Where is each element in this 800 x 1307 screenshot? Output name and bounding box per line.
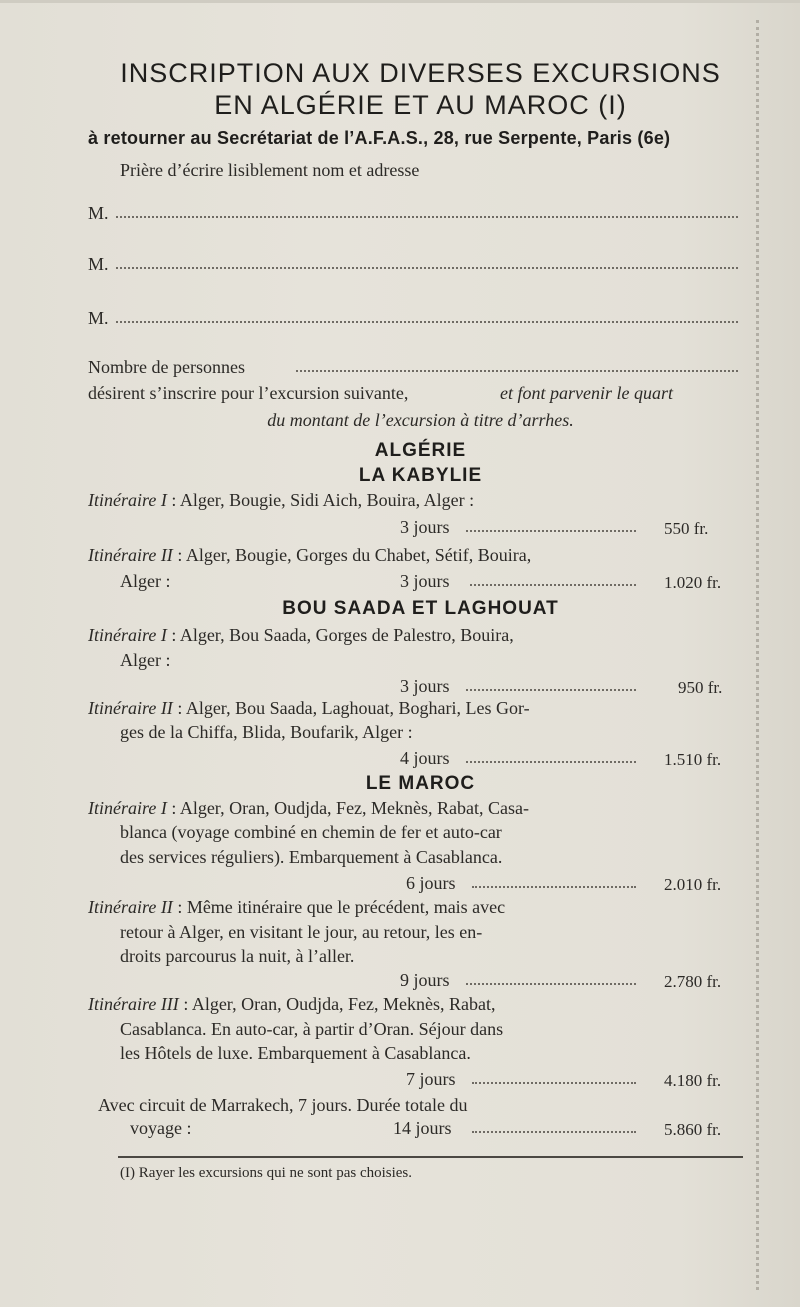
kabylie-it2-route-cont: Alger : bbox=[120, 571, 171, 591]
itinerary-route: : Alger, Oran, Oudjda, Fez, Meknès, Rabat, bbox=[178, 994, 496, 1014]
name-label-3: M. bbox=[88, 308, 109, 328]
heading-maroc: LE MAROC bbox=[365, 773, 476, 794]
heading-algerie: ALGÉRIE bbox=[374, 440, 467, 461]
persons-label: Nombre de personnes bbox=[88, 357, 245, 377]
footnote: (I) Rayer les excursions qui ne sont pas choisies. bbox=[120, 1165, 413, 1181]
title-line-2: EN ALGÉRIE ET AU MAROC (I) bbox=[214, 90, 627, 120]
itinerary-label: Itinéraire I bbox=[88, 625, 167, 645]
perforation-line bbox=[756, 20, 759, 1290]
itinerary-label: Itinéraire II bbox=[88, 545, 173, 565]
bousaada-itinerary-1 bbox=[88, 625, 514, 646]
leader-dots bbox=[466, 761, 636, 763]
kabylie-it2-days: 3 jours bbox=[400, 571, 450, 591]
leader-dots bbox=[466, 689, 636, 691]
itinerary-label: Itinéraire III bbox=[88, 994, 179, 1014]
footnote-divider bbox=[118, 1156, 743, 1158]
name-field-1[interactable] bbox=[116, 216, 738, 218]
maroc-it3-price: 4.180 fr. bbox=[664, 1071, 722, 1090]
bousaada-it2-route-cont: ges de la Chiffa, Blida, Boufarik, Alger : bbox=[120, 722, 413, 742]
leader-dots bbox=[472, 1082, 636, 1084]
return-address: à retourner au Secrétariat de l’A.F.A.S., 28, rue Serpente, Paris (6e) bbox=[88, 128, 671, 148]
itinerary-route: : Alger, Bougie, Sidi Aich, Bouira, Alger : bbox=[166, 490, 475, 510]
maroc-it1-route-cont2: des services réguliers). Embarquement à Casablanca. bbox=[120, 847, 503, 867]
bousaada-it1-route-cont: Alger : bbox=[120, 650, 171, 670]
persons-field[interactable] bbox=[296, 370, 738, 372]
deposit-text-1: et font parvenir le quart bbox=[500, 383, 673, 403]
title-line-1: INSCRIPTION AUX DIVERSES EXCURSIONS bbox=[120, 58, 721, 88]
name-field-2[interactable] bbox=[116, 267, 738, 269]
maroc-it2-days: 9 jours bbox=[400, 970, 450, 990]
itinerary-label: Itinéraire I bbox=[88, 490, 167, 510]
bousaada-it1-days: 3 jours bbox=[400, 676, 450, 696]
instruction-text: Prière d’écrire lisiblement nom et adresse bbox=[120, 160, 420, 180]
marrakech-circuit-price: 5.860 fr. bbox=[664, 1120, 722, 1139]
name-label-2: M. bbox=[88, 254, 109, 274]
kabylie-it1-price: 550 fr. bbox=[664, 519, 709, 538]
itinerary-label: Itinéraire II bbox=[88, 698, 173, 718]
leader-dots bbox=[472, 1131, 636, 1133]
name-label-1: M. bbox=[88, 203, 109, 223]
page-edge bbox=[0, 0, 800, 3]
kabylie-it2-price: 1.020 fr. bbox=[664, 573, 722, 592]
maroc-it1-route-cont: blanca (voyage combiné en chemin de fer et auto-car bbox=[120, 822, 502, 842]
maroc-it3-route-cont: Casablanca. En auto-car, à partir d’Oran. Séjour dans bbox=[120, 1019, 504, 1039]
heading-kabylie: LA KABYLIE bbox=[358, 465, 483, 486]
leader-dots bbox=[466, 983, 636, 985]
marrakech-circuit-days: 14 jours bbox=[393, 1118, 452, 1138]
bousaada-it1-price: 950 fr. bbox=[678, 678, 723, 697]
maroc-it1-days: 6 jours bbox=[406, 873, 456, 893]
maroc-it2-route-cont2: droits parcourus la nuit, à l’aller. bbox=[120, 946, 355, 966]
itinerary-route: : Alger, Bou Saada, Gorges de Palestro, Bouira, bbox=[166, 625, 514, 645]
marrakech-circuit-text: Avec circuit de Marrakech, 7 jours. Durée totale du bbox=[98, 1095, 468, 1115]
maroc-it2-route-cont: retour à Alger, en visitant le jour, au retour, les en- bbox=[120, 922, 483, 942]
itinerary-route: : Alger, Bougie, Gorges du Chabet, Sétif, Bouira, bbox=[172, 545, 532, 565]
maroc-it3-days: 7 jours bbox=[406, 1069, 456, 1089]
itinerary-route: : Alger, Bou Saada, Laghouat, Boghari, Les Gor- bbox=[172, 698, 530, 718]
marrakech-circuit-cont: voyage : bbox=[130, 1118, 192, 1138]
deposit-text-2: du montant de l’excursion à titre d’arrhes. bbox=[267, 410, 574, 430]
leader-dots bbox=[470, 584, 636, 586]
maroc-itinerary-3 bbox=[88, 994, 496, 1015]
heading-bousaada: BOU SAADA ET LAGHOUAT bbox=[282, 598, 559, 619]
itinerary-label: Itinéraire II bbox=[88, 897, 173, 917]
maroc-it3-route-cont2: les Hôtels de luxe. Embarquement à Casablanca. bbox=[120, 1043, 471, 1063]
bousaada-itinerary-2 bbox=[88, 698, 530, 719]
maroc-itinerary-1 bbox=[88, 798, 529, 819]
itinerary-label: Itinéraire I bbox=[88, 798, 167, 818]
name-field-3[interactable] bbox=[116, 321, 738, 323]
kabylie-itinerary-2 bbox=[88, 545, 531, 566]
wish-text: désirent s’inscrire pour l’excursion suivante, bbox=[88, 383, 409, 403]
itinerary-route: : Alger, Oran, Oudjda, Fez, Meknès, Rabat, Casa- bbox=[166, 798, 530, 818]
leader-dots bbox=[472, 886, 636, 888]
kabylie-itinerary-1 bbox=[88, 490, 474, 511]
maroc-it2-price: 2.780 fr. bbox=[664, 972, 722, 991]
maroc-it1-price: 2.010 fr. bbox=[664, 875, 722, 894]
maroc-itinerary-2 bbox=[88, 897, 505, 918]
itinerary-route: : Même itinéraire que le précédent, mais avec bbox=[172, 897, 506, 917]
bousaada-it2-days: 4 jours bbox=[400, 748, 450, 768]
leader-dots bbox=[466, 530, 636, 532]
kabylie-it1-days: 3 jours bbox=[400, 517, 450, 537]
bousaada-it2-price: 1.510 fr. bbox=[664, 750, 722, 769]
